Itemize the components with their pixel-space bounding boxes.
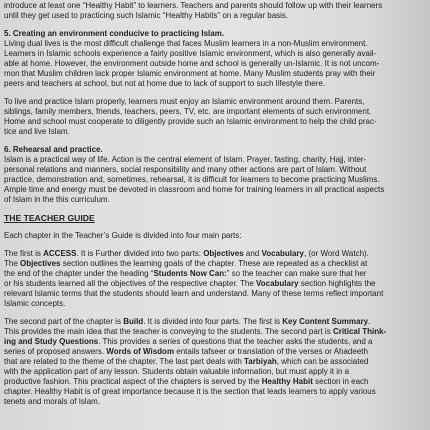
access-line: The first is ACCESS. It is Further divided into two parts: Objectives and Vocabulary, (or Word Watch). <box>4 249 369 258</box>
intro-line: introduce at least one “Healthy Habit” to learners. Teachers and parents should follow up with their learners <box>4 1 383 10</box>
section-5-line: Living dual lives is the most difficult challenge that faces Muslim learners in a non-Muslim environment. <box>4 39 368 48</box>
access-line: The Objectives section outlines the learning goals of the chapter. These are repeated as a checklist at <box>4 259 368 268</box>
build-line: chapter. Healthy Habit is of great importance because it is the section that leads learners to apply various <box>4 387 376 396</box>
section-6-line: Islam is a practical way of life. Action is the central element of Islam. Prayer, fasting, charity, Hajj, inter- <box>4 155 367 164</box>
section-6-heading: 6. Rehearsal and practice. <box>4 145 103 154</box>
build-line: tenets and morals of Islam. <box>4 397 101 406</box>
section-5-line: peers and teachers at school, but not at home due to lack of support to such lifestyle there. <box>4 79 326 88</box>
section-6-line: Ample time and energy must be devoted in classroom and home for training learners in all practical aspects <box>4 185 385 194</box>
section-5-line: Learners in Islamic schools experience a fairly positive Islamic environment, which is also generally avail- <box>4 49 377 58</box>
access-line: Islamic concepts. <box>4 299 66 308</box>
access-line: or his students learned all the objectives of the respective chapter. The Vocabulary section highlights the <box>4 279 376 288</box>
section-5-line: Home and school must cooperate to diligently provide such an Islamic environment to help the child prac- <box>4 117 377 126</box>
build-line: This provides the main idea that the teacher is conveying to the students. The second part is Critical Think- <box>4 327 387 336</box>
build-line: with the application part of any lesson. Students obtain valuable information, but must apply it in a <box>4 367 350 376</box>
section-5-line: siblings, family members, friends, teachers, peers, TV, etc. are important elements of such environment. <box>4 107 372 116</box>
build-line: ing and Study Questions. This provides a series of questions that the teacher asks the students, and a <box>4 337 373 346</box>
access-line: the end of the chapter under the heading “Students Now Can:” so the teacher can make sure that her <box>4 269 367 278</box>
section-5-line: able at home. However, the environment outside home and school is generally un-Islamic. It is not uncom- <box>4 59 380 68</box>
section-6-line: of Islam in the this curriculum. <box>4 195 110 204</box>
section-5-line: To live and practice Islam properly, learners must enjoy an Islamic environment around them. Parents, <box>4 97 365 106</box>
build-line: series of proposed answers. Words of Wisdom entails tafseer or translation of the verses or Ahadeeth <box>4 347 368 356</box>
build-line: The second part of the chapter is Build. It is divided into four parts. The first is Key Content Summary. <box>4 317 371 326</box>
intro-line: until they get used to practicing such Islamic “Healthy Habits” on a regular basis. <box>4 11 289 20</box>
section-5-heading: 5. Creating an environment conducive to practicing Islam. <box>4 29 225 38</box>
build-line: productive fashion. This practical aspect of the chapters is served by the Healthy Habit section in each <box>4 377 369 386</box>
access-line: relevant Islamic terms that the students should learn and understand. Many of these terms reflect important <box>4 289 384 298</box>
build-line: that are related to the theme of the chapter. The last part deals with Tarbiyah, which can be associated <box>4 357 369 366</box>
text-column <box>4 1 427 407</box>
section-6-line: practice, demonstration and, sometimes, rehearsal, it is difficult for learners to become practicing Muslims. <box>4 175 380 184</box>
teacher-guide-heading: THE TEACHER GUIDE <box>4 213 95 223</box>
section-5-line: tice and live Islam. <box>4 127 70 136</box>
guide-intro: Each chapter in the Teacher’s Guide is divided into four main parts: <box>4 231 242 240</box>
section-5-line: mon that Muslim children lack proper Islamic environment at home. Many Muslim students pray with their <box>4 69 376 78</box>
section-6-line: personal relations and manners, social responsibility and many other actions are part of Islam. Without <box>4 165 367 174</box>
